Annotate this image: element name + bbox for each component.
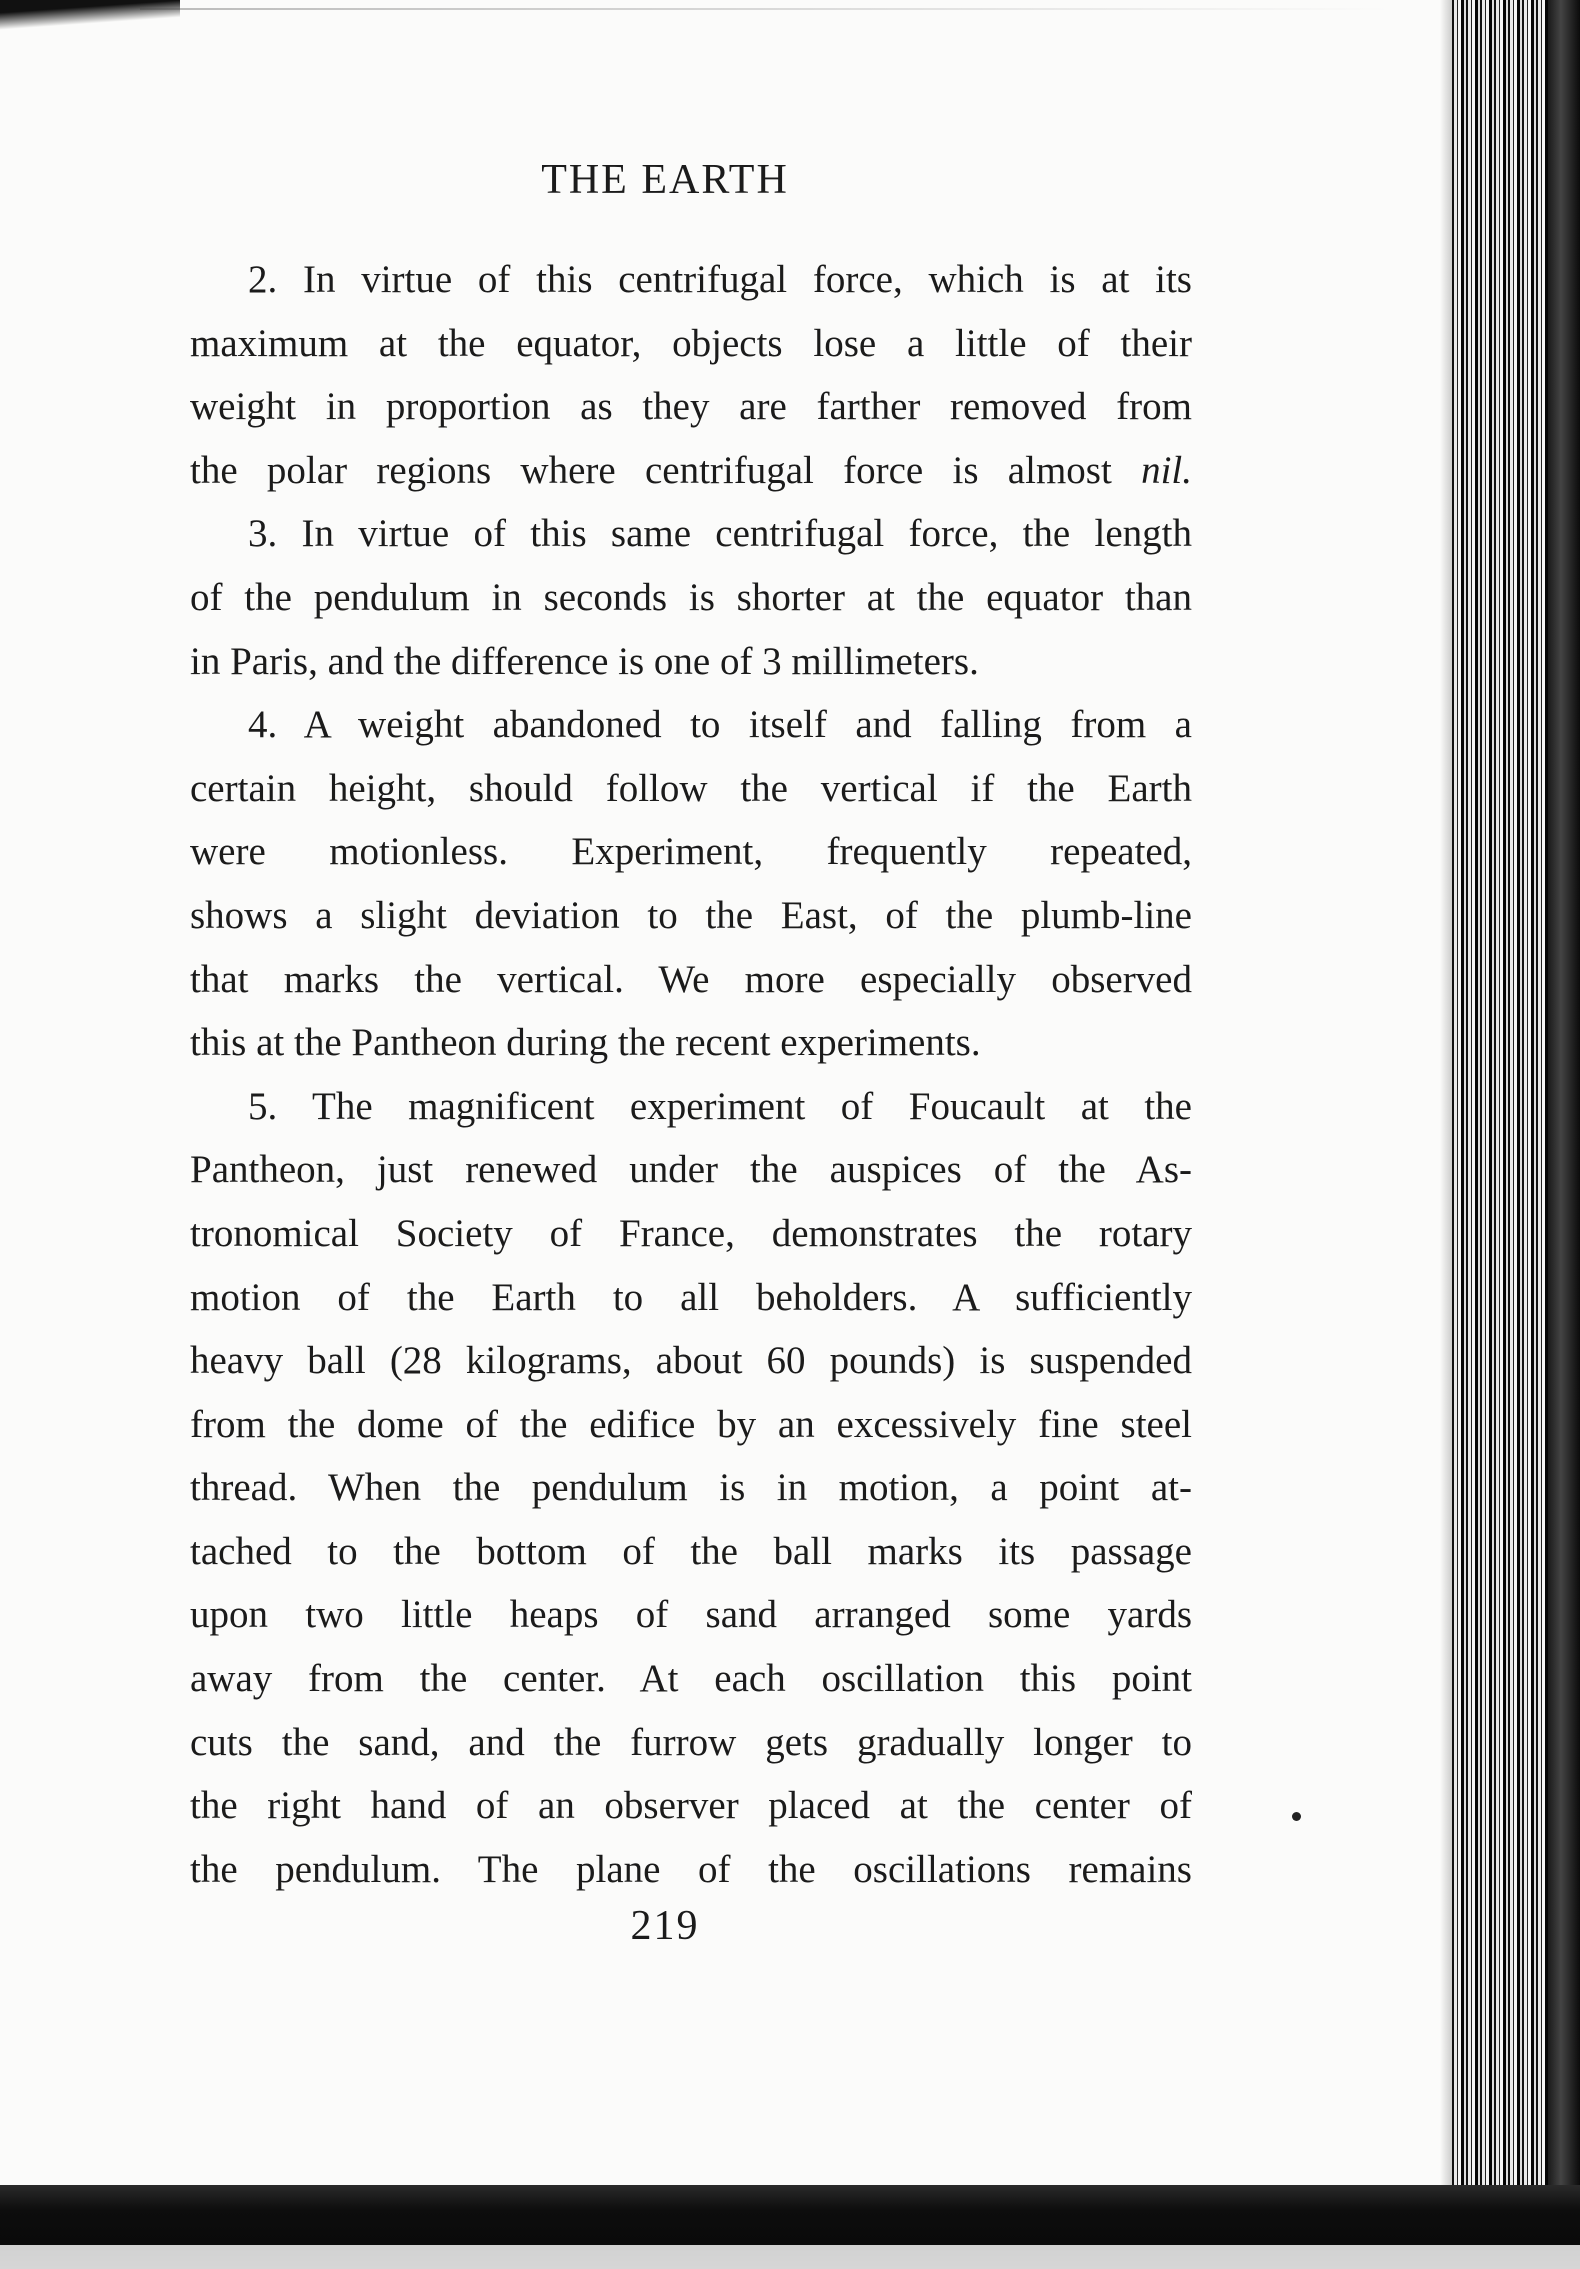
page-number: 219 bbox=[630, 1903, 700, 1949]
italic-word: nil. bbox=[1141, 448, 1192, 492]
text-line: maximum at the equator, objects lose a little of their bbox=[190, 321, 1192, 365]
book-cover-edge bbox=[1548, 0, 1580, 2269]
text-line: of the pendulum in seconds is shorter at the equator than bbox=[190, 575, 1192, 619]
text-line: thread. When the pendulum is in motion, a point at- bbox=[190, 1466, 1192, 1510]
text-line: that marks the vertical. We more especially observed bbox=[190, 957, 1192, 1001]
running-head: THE EARTH bbox=[541, 157, 789, 203]
text-line: Pantheon, just renewed under the auspices of the As- bbox=[190, 1148, 1192, 1192]
text-line: upon two little heaps of sand arranged some yards bbox=[190, 1593, 1192, 1637]
text-line: the pendulum. The plane of the oscillations remains bbox=[190, 1847, 1192, 1891]
text-line: 3. In virtue of this same centrifugal force, the length bbox=[248, 512, 1192, 556]
text-line: cuts the sand, and the furrow gets gradually longer to bbox=[190, 1720, 1192, 1764]
ink-spot bbox=[1292, 1812, 1301, 1821]
text-line: certain height, should follow the vertical if the Earth bbox=[190, 766, 1192, 810]
text-line: away from the center. At each oscillation this point bbox=[190, 1657, 1192, 1701]
text-line-main bbox=[190, 449, 1192, 492]
text-line: from the dome of the edifice by an excessively fine steel bbox=[190, 1402, 1192, 1446]
text-line: 5. The magnificent experiment of Foucault at the bbox=[248, 1084, 1192, 1128]
text-line: 2. In virtue of this centrifugal force, which is at its bbox=[248, 258, 1192, 301]
text-line: tached to the bottom of the ball marks its passage bbox=[190, 1529, 1192, 1573]
text-line: heavy ball (28 kilograms, about 60 pounds) is suspended bbox=[190, 1339, 1192, 1383]
scan-edge-bottom bbox=[0, 2245, 1580, 2269]
text-line: tronomical Society of France, demonstrates the rotary bbox=[190, 1211, 1192, 1255]
text-line: 4. A weight abandoned to itself and falling from a bbox=[248, 703, 1192, 747]
text-line: motion of the Earth to all beholders. A sufficiently bbox=[190, 1275, 1192, 1319]
text-line: shows a slight deviation to the East, of the plumb-line bbox=[190, 893, 1192, 937]
paragraph-3 bbox=[190, 502, 1192, 693]
text-line: the right hand of an observer placed at the center of bbox=[190, 1784, 1192, 1828]
text-line-start: the polar regions where centrifugal force is almost bbox=[190, 448, 1142, 492]
paragraph-5 bbox=[190, 1075, 1192, 1902]
text-line: were motionless. Experiment, frequently repeated, bbox=[190, 830, 1192, 874]
text-line: in Paris, and the difference is one of 3 millimeters. bbox=[190, 639, 979, 683]
body-text bbox=[190, 248, 1192, 1901]
text-line: this at the Pantheon during the recent experiments. bbox=[190, 1021, 981, 1065]
paragraph-4 bbox=[190, 693, 1192, 1075]
text-line-with-italic bbox=[190, 439, 1192, 503]
scan-edge-top bbox=[140, 8, 1390, 10]
paragraph-2 bbox=[190, 248, 1192, 502]
text-line: weight in proportion as they are farther removed from bbox=[190, 385, 1192, 429]
scan-shadow-top-left bbox=[0, 0, 180, 30]
